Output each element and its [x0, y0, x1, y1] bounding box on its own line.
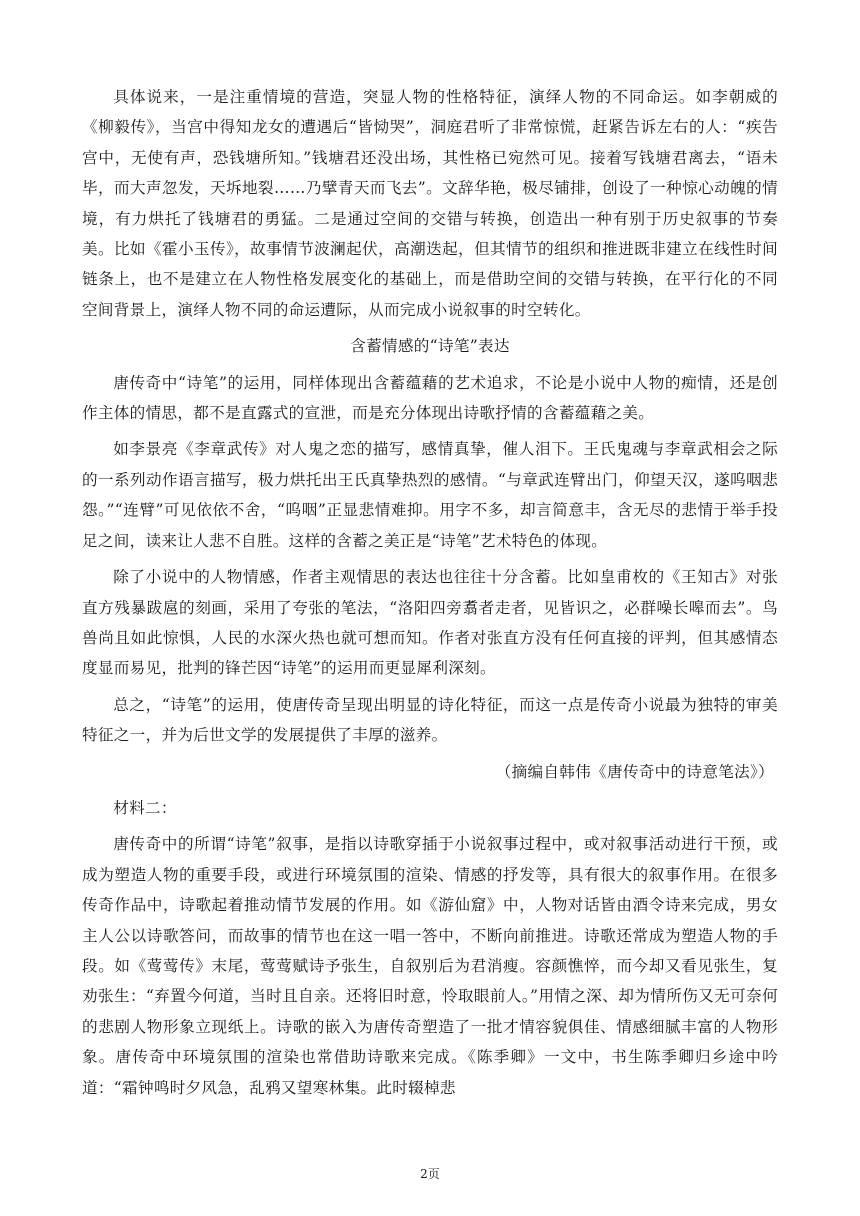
body-paragraph: 唐传奇中“诗笔”的运用，同样体现出含蓄蕴藉的艺术追求，不论是小说中人物的痴情，还是创作主体的情思，都不是直露式的宣泄，而是充分体现出诗歌抒情的含蓄蕴藉之美。 [82, 373, 778, 423]
body-paragraph: 具体说来，一是注重情境的营造，突显人物的性格特征，演绎人物的不同命运。如李朝威的《柳毅传》，当宫中得知龙女的遭遇后“皆恸哭”，洞庭君听了非常惊慌，赶紧告诉左右的人：“疾告宫中，无使有声，恐钱塘所知。”钱塘君还没出场，其性格已宛然可见。接着写钱塘君离去，“语未毕，而大声忽发，天坼地裂……乃擘青天而飞去”。文辞华艳，极尽铺排，创设了一种惊心动魄的情境，有力烘托了钱塘君的勇猛。二是通过空间的交错与转换，创造出一种有别于历史叙事的节奏美。比如《霍小玉传》，故事情节波澜起伏，高潮迭起，但其情节的组织和推进既非建立在线性时间链条上，也不是建立在人物性格发展变化的基础上，而是借助空间的交错与转换，在平行化的不同空间背景上，演绎人物不同的命运遭际，从而完成小说叙事的时空转化。 [82, 88, 778, 319]
document-body [82, 82, 778, 1103]
source-citation: （摘编自韩伟《唐传奇中的诗意笔法》） [495, 762, 774, 781]
body-paragraph: 唐传奇中的所谓“诗笔”叙事，是指以诗歌穿插于小说叙事过程中，或对叙事活动进行干预，或成为塑造人物的重要手段，或进行环境氛围的渲染、情感的抒发等，具有很大的叙事作用。在很多传奇作品中，诗歌起着推动情节发展的作用。如《游仙窟》中，人物对话皆由酒令诗来完成，男女主人公以诗歌答问，而故事的情节也在这一唱一答中，不断向前推进。诗歌还常成为塑造人物的手段。如《莺莺传》末尾，莺莺赋诗予张生，自叙别后为君消瘦。容颜憔悴，而今却又看见张生，复劝张生：“弃置今何道，当时且自亲。还将旧时意，怜取眼前人。”用情之深、却为情所伤又无可奈何的悲剧人物形象立现纸上。诗歌的嵌入为唐传奇塑造了一批才情容貌俱佳、情感细腻丰富的人物形象。唐传奇中环境氛围的渲染也常借助诗歌来完成。《陈季卿》一文中，书生陈季卿归乡途中吟道：“霜钟鸣时夕风急，乱鸦又望寒林集。此时辍棹悲 [82, 835, 778, 1097]
body-paragraph: 总之，“诗笔”的运用，使唐传奇呈现出明显的诗化特征，而这一点是传奇小说最为独特的审美特征之一，并为后世文学的发展提供了丰厚的滋养。 [82, 695, 778, 745]
body-paragraph: 如李景亮《李章武传》对人鬼之恋的描写，感情真挚，催人泪下。王氏鬼魂与李章武相会之际的一系列动作语言描写，极力烘托出王氏真挚热烈的感情。“与章武连臂出门，仰望天汉，遂呜咽悲怨。”“连臂”可见依依不舍，“呜咽”正显悲情难抑。用字不多，却言简意丰，含无尽的悲情于举手投足之间，读来让人悲不自胜。这样的含蓄之美正是“诗笔”艺术特色的体现。 [82, 440, 778, 550]
material-label: 材料二： [113, 798, 177, 817]
page-number: 2页 [420, 1167, 440, 1181]
body-paragraph: 除了小说中的人物情感，作者主观情思的表达也往往十分含蓄。比如皇甫枚的《王知古》对张直方残暴跋扈的刻画，采用了夸张的笔法，“洛阳四旁翥者走者，见皆识之，必群噪长嗥而去”。鸟兽尚且如此惊惧，人民的水深火热也就可想而知。作者对张直方没有任何直接的评判，但其感情态度显而易见，批判的锋芒因“诗笔”的运用而更显犀利深刻。 [82, 568, 778, 678]
section-heading: 含蓄情感的“诗笔”表达 [350, 337, 510, 356]
